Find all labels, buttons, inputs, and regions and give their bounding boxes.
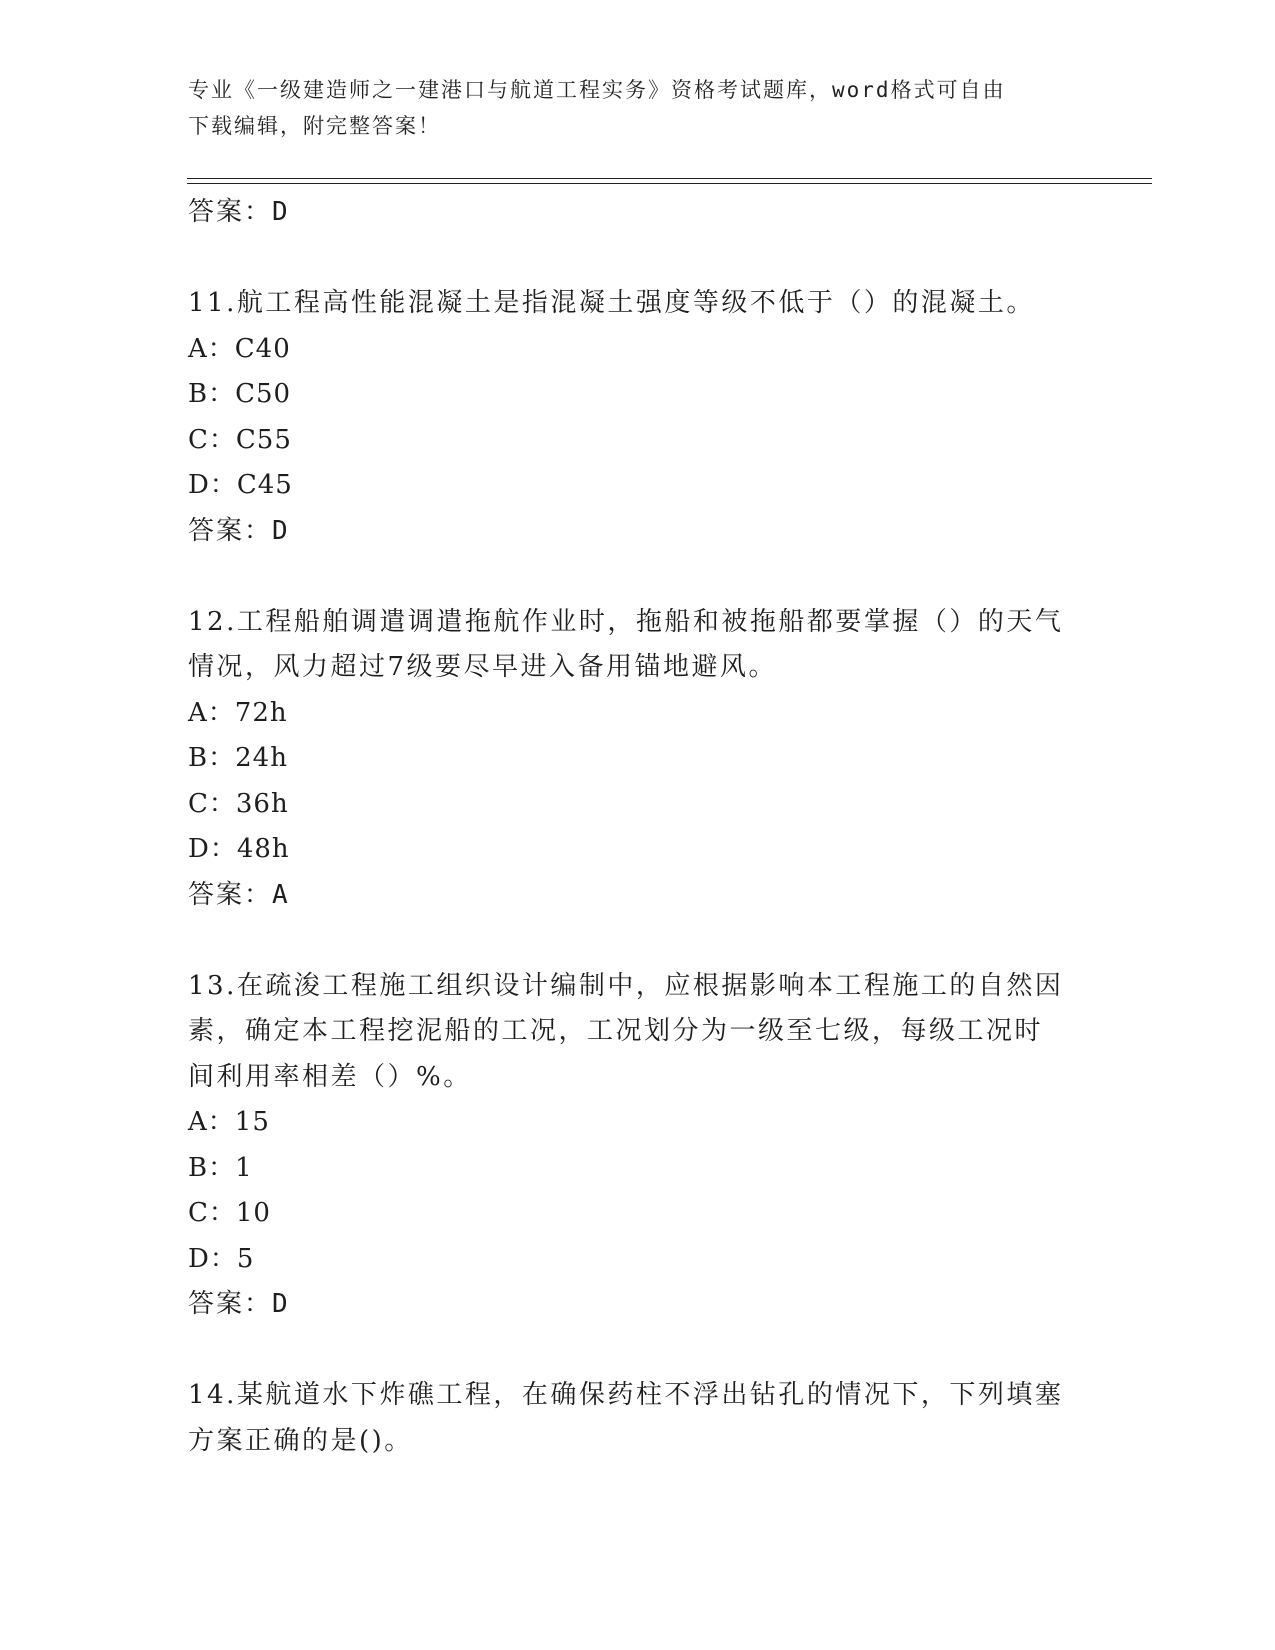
question-list bbox=[188, 190, 1088, 1464]
answer-previous: 答案：D bbox=[188, 197, 290, 227]
question-12-option-b: B：24h bbox=[188, 743, 288, 773]
document-header bbox=[188, 72, 1068, 144]
question-13-option-a: A：15 bbox=[188, 1107, 270, 1137]
question-14-text-line-1: 14.某航道水下炸礁工程，在确保药柱不浮出钻孔的情况下，下列填塞 bbox=[188, 1380, 1064, 1410]
question-12-option-d: D：48h bbox=[188, 834, 290, 864]
question-13-option-b: B：1 bbox=[188, 1152, 253, 1183]
question-13-option-d: D：5 bbox=[188, 1243, 255, 1274]
question-12-text-line-1: 12.工程船舶调遣调遣拖航作业时，拖船和被拖船都要掌握（）的天气 bbox=[188, 606, 1064, 637]
question-12-option-a: A：72h bbox=[188, 697, 288, 728]
spacer bbox=[188, 236, 1088, 282]
question-11-option-d: D：C45 bbox=[188, 470, 293, 500]
question-13 bbox=[188, 964, 1088, 1328]
question-12 bbox=[188, 600, 1088, 919]
spacer bbox=[188, 918, 1088, 964]
header-line-2: 下载编辑，附完整答案！ bbox=[188, 114, 441, 138]
question-11-option-c: C：C55 bbox=[188, 424, 292, 455]
header-divider-top bbox=[187, 178, 1152, 179]
question-12-text-line-2: 情况，风力超过7级要尽早进入备用锚地避风。 bbox=[188, 652, 778, 682]
question-11-answer: 答案：D bbox=[188, 515, 290, 546]
question-14-text-line-2: 方案正确的是()。 bbox=[188, 1425, 413, 1456]
header-divider-bottom bbox=[187, 183, 1152, 184]
question-13-answer: 答案：D bbox=[188, 1289, 290, 1319]
question-11-option-a: A：C40 bbox=[188, 333, 291, 364]
spacer bbox=[188, 554, 1088, 600]
header-line-1: 专业《一级建造师之一建港口与航道工程实务》资格考试题库，word格式可自由 bbox=[188, 78, 1006, 102]
question-13-text-line-1: 13.在疏浚工程施工组织设计编制中，应根据影响本工程施工的自然因 bbox=[188, 970, 1064, 1001]
question-12-answer: 答案：A bbox=[188, 879, 290, 910]
question-11-option-b: B：C50 bbox=[188, 379, 292, 409]
question-14 bbox=[188, 1373, 1088, 1464]
question-13-text-line-2: 素，确定本工程挖泥船的工况，工况划分为一级至七级，每级工况时 bbox=[188, 1016, 1044, 1046]
question-11-text: 11.航工程高性能混凝土是指混凝土强度等级不低于（）的混凝土。 bbox=[188, 288, 1035, 318]
question-12-option-c: C：36h bbox=[188, 788, 289, 819]
question-13-option-c: C：10 bbox=[188, 1198, 271, 1228]
question-11 bbox=[188, 281, 1088, 554]
question-13-text-line-3: 间利用率相差（）%。 bbox=[188, 1061, 472, 1092]
spacer bbox=[188, 1328, 1088, 1374]
